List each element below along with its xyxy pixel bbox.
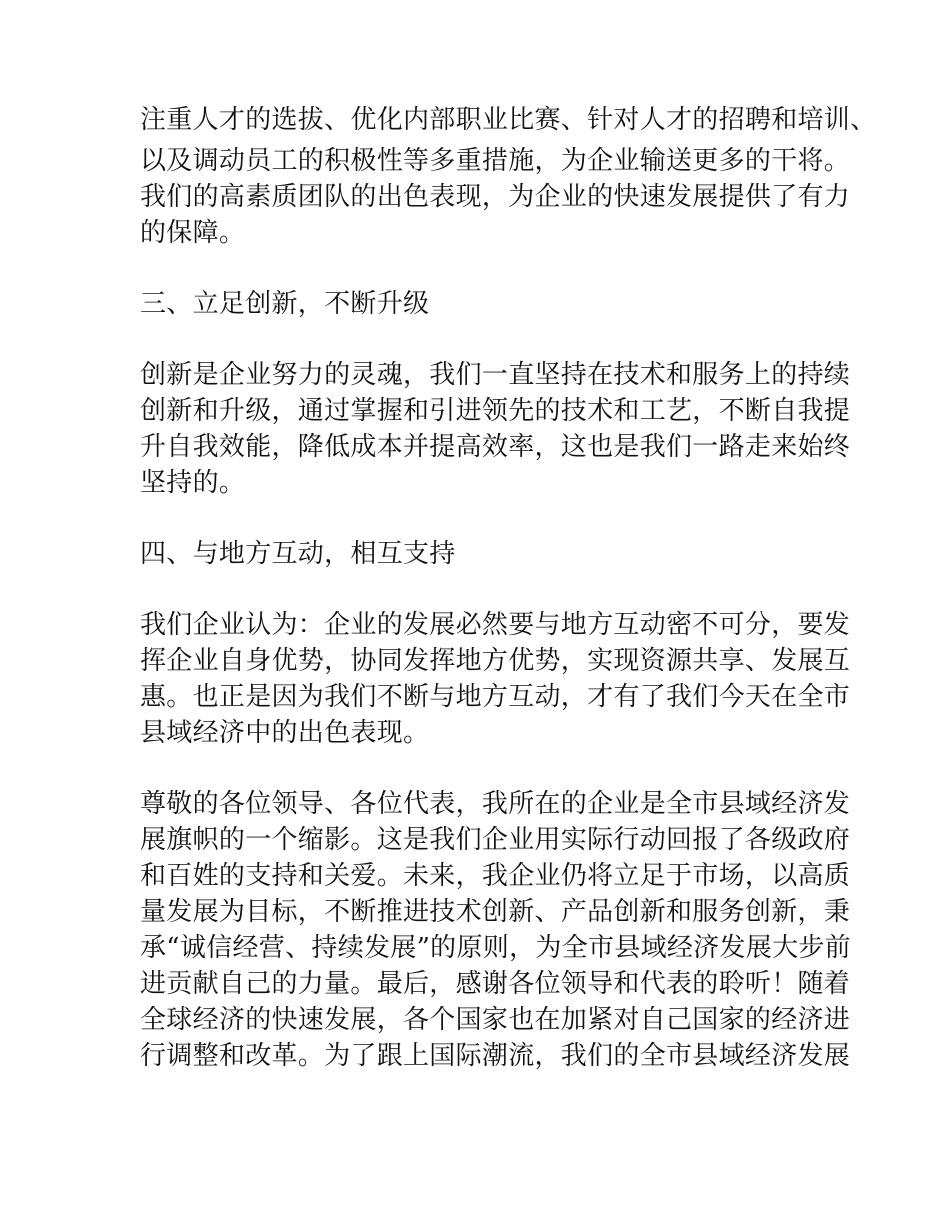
body-text-line: 以及调动员工的积极性等多重措施，为企业输送更多的干将。 <box>140 146 851 176</box>
body-text-line: 县域经济中的出色表现。 <box>140 718 430 748</box>
body-text-line: 创新和升级，通过掌握和引进领先的技术和工艺，不断自我提 <box>140 396 851 426</box>
body-text-line: 行调整和改革。为了跟上国际潮流，我们的全市县域经济发展 <box>140 1041 851 1071</box>
body-text-line: 量发展为目标，不断推进技术创新、产品创新和服务创新，秉 <box>140 897 851 927</box>
body-text-line: 惠。也正是因为我们不断与地方互动，才有了我们今天在全市 <box>140 682 851 712</box>
body-text-line: 进贡献自己的力量。最后，感谢各位领导和代表的聆听！随着 <box>140 969 851 999</box>
body-text-line: 创新是企业努力的灵魂，我们一直坚持在技术和服务上的持续 <box>140 360 851 390</box>
body-text-line: 我们企业认为：企业的发展必然要与地方互动密不可分，要发 <box>140 610 851 640</box>
body-text-line: 坚持的。 <box>140 468 246 498</box>
body-text-line: 尊敬的各位领导、各位代表，我所在的企业是全市县域经济发 <box>140 789 851 819</box>
body-text-line: 我们的高素质团队的出色表现，为企业的快速发展提供了有力 <box>140 182 851 212</box>
section-heading: 三、立足创新，不断升级 <box>140 289 430 319</box>
body-text-line: 承“诚信经营、持续发展”的原则，为全市县域经济发展大步前 <box>140 933 851 963</box>
body-text-line: 挥企业自身优势，协同发挥地方优势，实现资源共享、发展互 <box>140 646 851 676</box>
body-text-line: 和百姓的支持和关爱。未来，我企业仍将立足于市场，以高质 <box>140 861 851 891</box>
body-text-line: 的保障。 <box>140 218 246 248</box>
body-text-line: 注重人才的选拔、优化内部职业比赛、针对人才的招聘和培训、 <box>140 105 877 135</box>
body-text-line: 展旗帜的一个缩影。这是我们企业用实际行动回报了各级政府 <box>140 825 851 855</box>
section-heading: 四、与地方互动，相互支持 <box>140 539 456 569</box>
body-text-line: 升自我效能，降低成本并提高效率，这也是我们一路走来始终 <box>140 432 851 462</box>
body-text-line: 全球经济的快速发展，各个国家也在加紧对自己国家的经济进 <box>140 1005 851 1035</box>
